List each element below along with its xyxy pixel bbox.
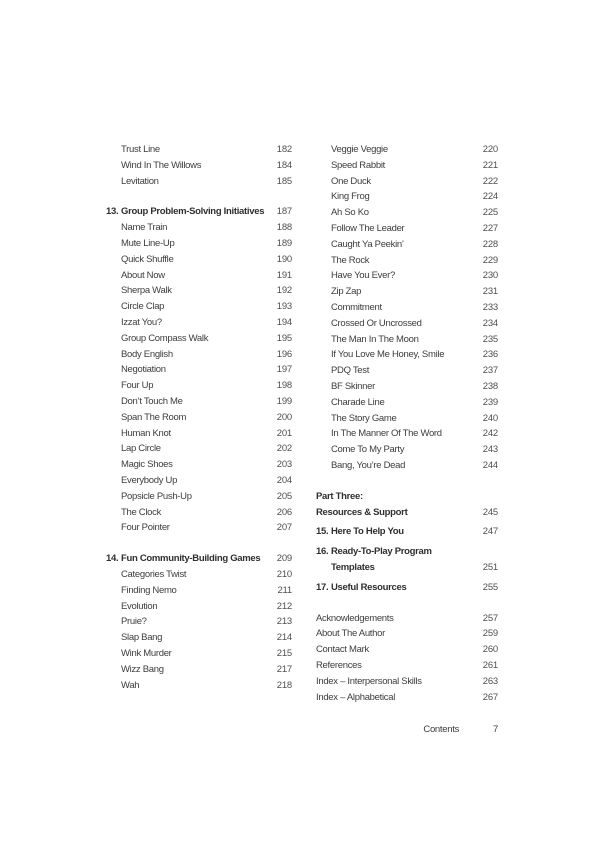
toc-entry-title-block — [121, 347, 274, 363]
toc-entry-title: Speed Rabbit — [331, 159, 385, 171]
toc-row — [316, 611, 498, 627]
toc-entry-title-block — [121, 662, 274, 678]
toc-entry-title: Don’t Touch Me — [121, 395, 183, 407]
toc-entry-title: One Duck — [331, 175, 371, 187]
toc-entry-title: Everybody Up — [121, 474, 178, 486]
toc-entry-title-block — [331, 237, 480, 253]
toc-entry-title: Wizz Bang — [121, 663, 164, 675]
toc-entry-page: 225 — [482, 207, 498, 219]
toc-entry-title-block — [121, 489, 274, 505]
toc-entry-number: 17. — [316, 581, 329, 593]
toc-entry-page: 259 — [482, 628, 498, 640]
toc-entry-page: 220 — [482, 144, 498, 155]
toc-row — [316, 332, 498, 348]
toc-row — [106, 283, 292, 299]
toc-entry-title: Follow The Leader — [331, 222, 405, 234]
toc-row — [316, 674, 498, 690]
toc-row — [106, 614, 292, 630]
toc-row — [106, 646, 292, 662]
toc-entry-title: Bang, You’re Dead — [331, 459, 406, 471]
toc-row — [316, 347, 498, 363]
toc-entry-page: 207 — [276, 522, 292, 534]
toc-row — [106, 378, 292, 394]
toc-entry-title-block — [121, 473, 274, 489]
toc-entry-title-block — [331, 363, 480, 379]
toc-column-right — [316, 142, 498, 705]
toc-entry-page: 200 — [276, 411, 292, 423]
toc-entry-page: 188 — [276, 222, 292, 234]
toc-entry-page: 205 — [276, 490, 292, 502]
toc-entry-title-block — [121, 567, 274, 583]
toc-row — [106, 599, 292, 615]
toc-entry-title: References — [316, 659, 362, 671]
toc-entry-title-block — [316, 658, 480, 674]
toc-entry-page: 221 — [482, 159, 498, 171]
toc-entry-page: 229 — [482, 254, 498, 266]
toc-row — [106, 630, 292, 646]
toc-row — [316, 268, 498, 284]
page-footer — [0, 722, 498, 738]
toc-entry-title: Index – Alphabetical — [316, 691, 396, 703]
toc-entry-title: Four Pointer — [121, 522, 170, 534]
toc-row — [106, 567, 292, 583]
toc-entry-title-block — [121, 583, 274, 599]
toc-entry-title-block — [331, 442, 480, 458]
toc-entry-title-block — [331, 379, 480, 395]
toc-row — [106, 315, 292, 331]
toc-row — [106, 331, 292, 347]
toc-entry-title: Commitment — [331, 301, 382, 313]
toc-entry-title-block — [121, 220, 274, 236]
toc-entry-title-block — [316, 642, 480, 658]
toc-row — [316, 363, 498, 379]
toc-entry-title: Ready-To-Play Program — [331, 546, 432, 558]
toc-row — [106, 473, 292, 489]
toc-entry-title-block — [121, 630, 274, 646]
toc-entry-title-block — [316, 690, 480, 706]
toc-entry-title: Trust Line — [121, 144, 160, 155]
toc-entry-title-block — [121, 551, 274, 567]
toc-row — [106, 441, 292, 457]
footer-section-label: Contents — [423, 724, 460, 735]
toc-entry-title: Crossed Or Uncrossed — [331, 317, 422, 329]
toc-entry-page: 243 — [482, 444, 498, 456]
toc-entry-title: Slap Bang — [121, 632, 163, 644]
toc-entry-title-block — [316, 674, 480, 690]
toc-row — [106, 410, 292, 426]
toc-entry-page: 212 — [276, 600, 292, 612]
toc-entry-page: 206 — [276, 506, 292, 518]
toc-row — [316, 237, 498, 253]
toc-entry-title: Veggie Veggie — [331, 144, 388, 155]
toc-entry-title-line2: Resources & Support — [316, 506, 408, 518]
toc-entry-title: Index – Interpersonal Skills — [316, 675, 422, 687]
toc-row — [316, 379, 498, 395]
toc-row — [106, 299, 292, 315]
toc-row — [106, 394, 292, 410]
toc-entry-title: Fun Community-Building Games — [121, 553, 261, 565]
toc-entry-page: 193 — [276, 301, 292, 313]
toc-row — [316, 626, 498, 642]
toc-entry-title: Human Knot — [121, 427, 171, 439]
toc-row — [106, 236, 292, 252]
toc-entry-title-block — [121, 299, 274, 315]
toc-entry-title: Pruie? — [121, 616, 147, 628]
toc-entry-title: Span The Room — [121, 411, 187, 423]
toc-entry-title-block — [316, 489, 480, 521]
toc-entry-number: 15. — [316, 526, 329, 538]
toc-entry-title-block — [121, 599, 274, 615]
toc-entry-title: Useful Resources — [331, 581, 407, 593]
toc-entry-title-block — [331, 158, 480, 174]
toc-row — [106, 174, 292, 190]
toc-entry-title: Come To My Party — [331, 444, 405, 456]
toc-entry-title-block — [331, 580, 480, 596]
toc-entry-page: 194 — [276, 316, 292, 328]
toc-entry-page: 189 — [276, 237, 292, 249]
toc-entry-title: Caught Ya Peekin’ — [331, 238, 404, 250]
toc-entry-page: 214 — [276, 632, 292, 644]
toc-entry-page: 238 — [482, 380, 498, 392]
toc-entry-title-block — [331, 221, 480, 237]
toc-entry-title: The Clock — [121, 506, 162, 518]
toc-entry-title-block — [121, 331, 274, 347]
toc-entry-page: 251 — [482, 561, 498, 573]
toc-row — [106, 426, 292, 442]
toc-entry-page: 240 — [482, 412, 498, 424]
toc-entry-title-block — [331, 205, 480, 221]
toc-entry-title-block — [316, 626, 480, 642]
toc-row — [106, 662, 292, 678]
toc-entry-page: 239 — [482, 396, 498, 408]
toc-entry-page: 185 — [276, 175, 292, 187]
toc-row — [316, 395, 498, 411]
toc-entry-title: Popsicle Push-Up — [121, 490, 192, 502]
toc-entry-title: Zip Zap — [331, 286, 362, 298]
toc-entry-title: Four Up — [121, 380, 154, 392]
toc-entry-page: 260 — [482, 644, 498, 656]
toc-entry-title-block — [331, 268, 480, 284]
toc-entry-title: Negotiation — [121, 364, 166, 376]
toc-entry-page: 215 — [276, 647, 292, 659]
toc-entry-page: 201 — [276, 427, 292, 439]
toc-entry-page: 209 — [276, 553, 292, 565]
toc-entry-title: Levitation — [121, 175, 159, 187]
toc-entry-title: If You Love Me Honey, Smile — [331, 349, 445, 361]
toc-row — [316, 411, 498, 427]
toc-entry-page: 257 — [482, 612, 498, 624]
toc-entry-title-block — [331, 395, 480, 411]
toc-entry-page: 263 — [482, 675, 498, 687]
toc-row — [316, 458, 498, 474]
toc-entry-page: 182 — [276, 144, 292, 155]
toc-row — [316, 642, 498, 658]
toc-entry-title: Izzat You? — [121, 316, 162, 328]
toc-row — [316, 316, 498, 332]
toc-entry-page: 255 — [482, 581, 498, 593]
toc-entry-page: 234 — [482, 317, 498, 329]
toc-row — [316, 489, 498, 521]
toc-entry-page: 204 — [276, 474, 292, 486]
toc-entry-page: 247 — [482, 526, 498, 538]
toc-entry-title-block — [121, 505, 274, 521]
toc-entry-page: 210 — [276, 568, 292, 580]
toc-entry-page: 224 — [482, 191, 498, 203]
toc-entry-page: 184 — [276, 159, 292, 171]
toc-row — [316, 544, 498, 576]
toc-entry-title: PDQ Test — [331, 365, 370, 377]
toc-entry-title-block — [121, 158, 274, 174]
toc-entry-page: 222 — [482, 175, 498, 187]
toc-entry-page: 231 — [482, 286, 498, 298]
toc-row — [316, 158, 498, 174]
toc-entry-title: Here To Help You — [331, 526, 404, 538]
toc-entry-title-block — [331, 426, 480, 442]
toc-entry-title-block — [121, 283, 274, 299]
toc-entry-title-block — [121, 252, 274, 268]
toc-entry-title-block — [331, 411, 480, 427]
toc-row — [106, 268, 292, 284]
toc-entry-title: Name Train — [121, 222, 168, 234]
toc-entry-title: Categories Twist — [121, 568, 187, 580]
toc-entry-title-block — [121, 268, 274, 284]
toc-entry-title-block — [121, 174, 274, 190]
toc-entry-title-block — [121, 520, 274, 536]
toc-entry-page: 199 — [276, 395, 292, 407]
toc-entry-page: 198 — [276, 380, 292, 392]
toc-entry-title-block — [331, 189, 480, 205]
toc-entry-title-block — [331, 284, 480, 300]
toc-entry-page: 197 — [276, 364, 292, 376]
toc-entry-title: The Story Game — [331, 412, 397, 424]
toc-row — [106, 678, 292, 694]
toc-entry-title: Group Problem-Solving Initiatives — [121, 206, 265, 218]
toc-entry-page: 196 — [276, 348, 292, 360]
toc-entry-page: 192 — [276, 285, 292, 297]
toc-entry-page: 195 — [276, 332, 292, 344]
toc-entry-title: King Frog — [331, 191, 370, 203]
toc-row — [106, 551, 292, 567]
toc-entry-title: Magic Shoes — [121, 459, 173, 471]
toc-entry-title-block — [331, 316, 480, 332]
toc-entry-title-block — [121, 394, 274, 410]
toc-entry-page: 217 — [276, 663, 292, 675]
toc-entry-title: Finding Nemo — [121, 584, 177, 596]
toc-row — [316, 142, 498, 158]
toc-entry-title: Lap Circle — [121, 443, 161, 455]
toc-row — [316, 426, 498, 442]
toc-entry-title-block — [331, 174, 480, 190]
toc-entry-title-line2: Templates — [331, 561, 375, 573]
toc-row — [316, 205, 498, 221]
toc-entry-title-block — [121, 646, 274, 662]
toc-row — [316, 524, 498, 540]
toc-entry-page: 245 — [482, 506, 498, 518]
toc-row — [106, 583, 292, 599]
toc-entry-title-block — [331, 524, 480, 540]
toc-row — [106, 362, 292, 378]
toc-row — [106, 158, 292, 174]
toc-entry-title: Quick Shuffle — [121, 253, 174, 265]
toc-entry-title: Acknowledgements — [316, 612, 394, 624]
toc-entry-title: Wah — [121, 679, 140, 691]
toc-entry-page: 237 — [482, 365, 498, 377]
toc-row — [316, 284, 498, 300]
toc-entry-title: Group Compass Walk — [121, 332, 209, 344]
toc-row — [106, 252, 292, 268]
toc-entry-title-block — [331, 300, 480, 316]
toc-entry-title: Mute Line-Up — [121, 237, 175, 249]
toc-entry-title-block — [121, 204, 274, 220]
toc-entry-title-block — [331, 142, 480, 158]
toc-entry-title-block — [121, 441, 274, 457]
toc-row — [316, 189, 498, 205]
toc-row — [106, 204, 292, 220]
toc-entry-page: 228 — [482, 238, 498, 250]
toc-entry-title-block — [121, 614, 274, 630]
toc-row — [106, 347, 292, 363]
toc-entry-page: 235 — [482, 333, 498, 345]
toc-entry-title: Evolution — [121, 600, 158, 612]
toc-row — [106, 457, 292, 473]
toc-entry-title: Body English — [121, 348, 173, 360]
toc-row — [106, 142, 292, 158]
toc-entry-number: 16. — [316, 546, 329, 558]
toc-entry-title: BF Skinner — [331, 380, 375, 392]
toc-entry-page: 213 — [276, 616, 292, 628]
toc-entry-page: 187 — [276, 206, 292, 218]
toc-entry-title: In The Manner Of The Word — [331, 428, 442, 440]
toc-row — [316, 690, 498, 706]
toc-entry-title: The Rock — [331, 254, 370, 266]
toc-entry-page: 244 — [482, 459, 498, 471]
toc-row — [316, 253, 498, 269]
toc-row — [316, 300, 498, 316]
toc-entry-title-block — [121, 678, 274, 694]
toc-entry-title-block — [331, 544, 480, 576]
toc-entry-page: 218 — [276, 679, 292, 691]
toc-entry-title: Ah So Ko — [331, 207, 369, 219]
toc-entry-title: About The Author — [316, 628, 385, 640]
toc-row — [106, 505, 292, 521]
toc-row — [316, 221, 498, 237]
toc-entry-title: Contact Mark — [316, 644, 369, 656]
toc-entry-page: 191 — [276, 269, 292, 281]
toc-row — [106, 220, 292, 236]
toc-entry-title: Charade Line — [331, 396, 385, 408]
toc-entry-title-block — [331, 458, 480, 474]
toc-entry-title: The Man In The Moon — [331, 333, 419, 345]
toc-entry-title-block — [331, 332, 480, 348]
toc-row — [316, 658, 498, 674]
toc-entry-page: 202 — [276, 443, 292, 455]
toc-entry-title-block — [121, 378, 274, 394]
toc-entry-title-block — [121, 236, 274, 252]
toc-entry-title: Circle Clap — [121, 301, 165, 313]
toc-entry-title-block — [121, 142, 274, 158]
toc-entry-page: 233 — [482, 301, 498, 313]
toc-entry-title-block — [331, 253, 480, 269]
toc-row — [316, 174, 498, 190]
toc-entry-title-block — [331, 347, 480, 363]
toc-entry-page: 267 — [482, 691, 498, 703]
toc-entry-title-block — [121, 410, 274, 426]
toc-entry-title-block — [121, 457, 274, 473]
toc-entry-title-block — [121, 315, 274, 331]
toc-entry-page: 230 — [482, 270, 498, 282]
toc-entry-page: 203 — [276, 459, 292, 471]
toc-entry-page: 236 — [482, 349, 498, 361]
toc-row — [316, 442, 498, 458]
toc-entry-title: Have You Ever? — [331, 270, 395, 282]
toc-column-left — [106, 142, 292, 693]
toc-row — [106, 489, 292, 505]
toc-entry-page: 190 — [276, 253, 292, 265]
footer-page-number: 7 — [493, 724, 498, 735]
toc-entry-title: Part Three: — [316, 490, 363, 502]
toc-row — [106, 520, 292, 536]
toc-entry-title: About Now — [121, 269, 165, 281]
toc-entry-title-block — [121, 362, 274, 378]
toc-row — [316, 580, 498, 596]
toc-entry-title-block — [121, 426, 274, 442]
toc-entry-title: Wind In The Willows — [121, 159, 202, 171]
toc-entry-title: Wink Murder — [121, 647, 172, 659]
toc-entry-page: 211 — [277, 584, 292, 596]
toc-entry-title: Sherpa Walk — [121, 285, 172, 297]
toc-entry-page: 242 — [482, 428, 498, 440]
toc-entry-number: 14. — [106, 553, 119, 565]
toc-entry-number: 13. — [106, 206, 119, 218]
toc-entry-page: 227 — [482, 222, 498, 234]
toc-entry-title-block — [316, 611, 480, 627]
toc-entry-page: 261 — [482, 659, 498, 671]
